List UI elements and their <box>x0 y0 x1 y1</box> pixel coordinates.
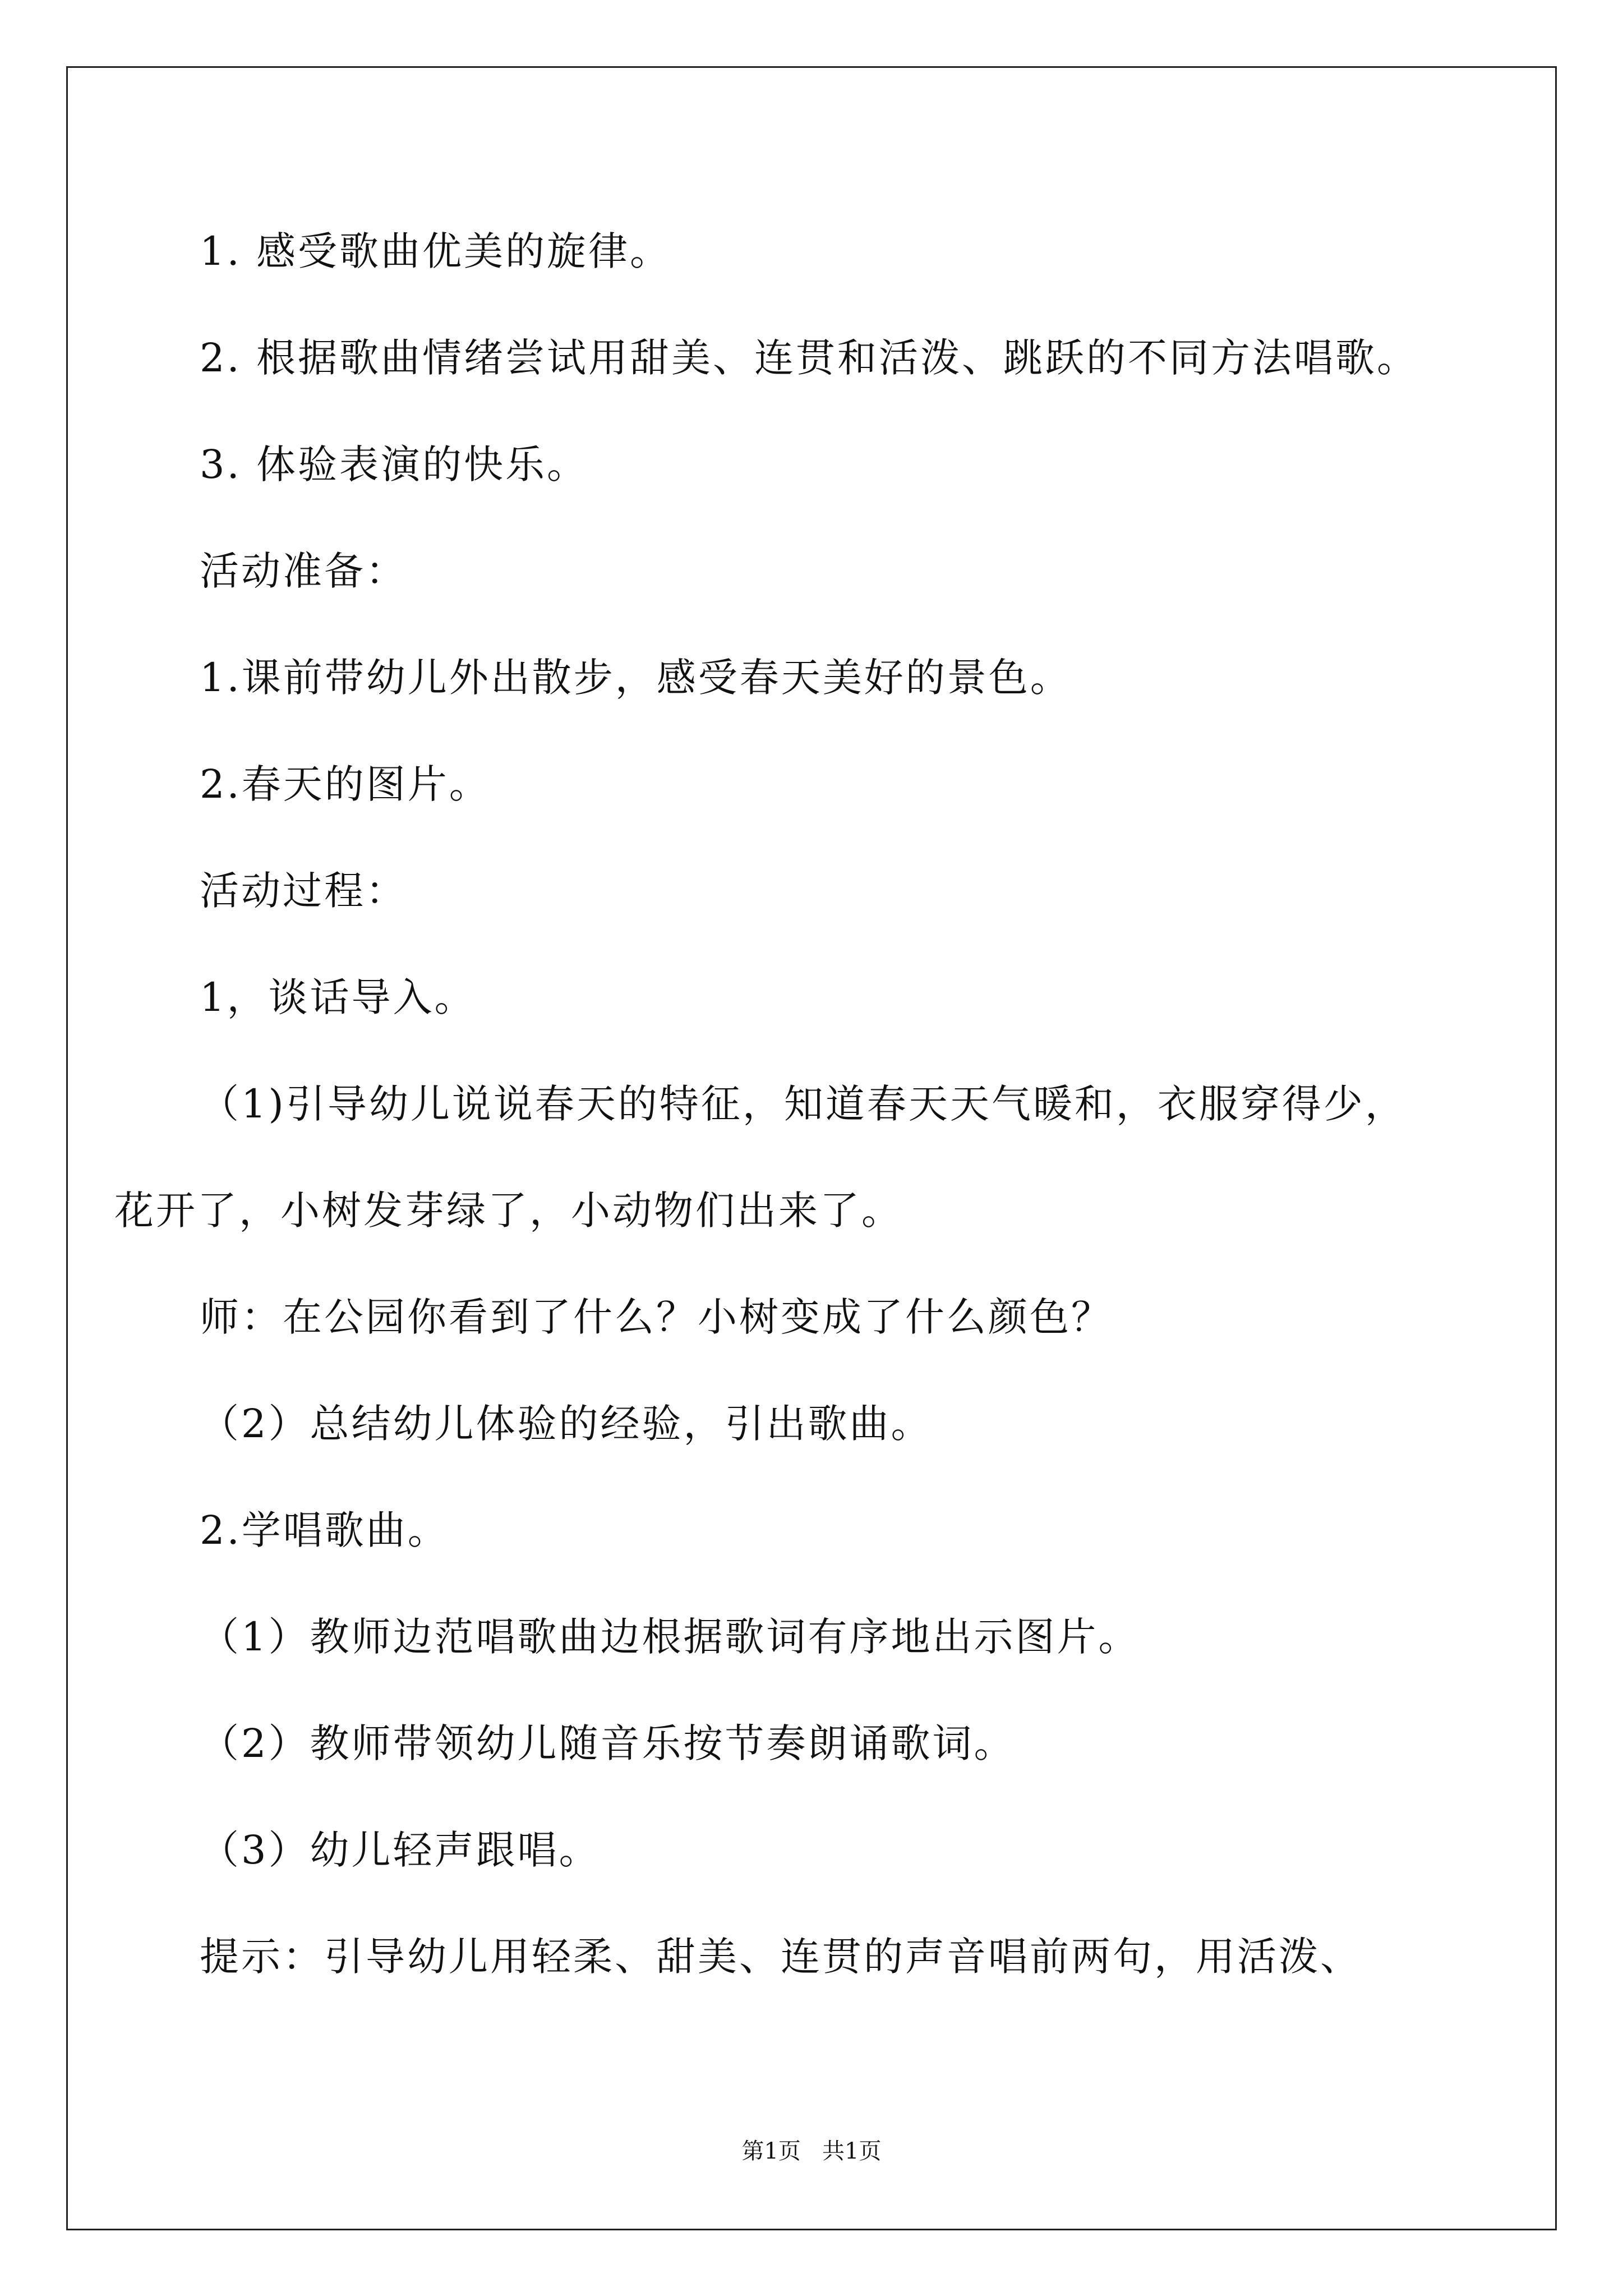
heading-process: 活动过程： <box>200 868 407 914</box>
paragraph-process-2-3: （3）幼儿轻声跟唱。 <box>200 1827 601 1873</box>
paragraph-process-1-1-continued: 花开了，小树发芽绿了，小动物们出来了。 <box>114 1188 903 1234</box>
paragraph-process-2-2: （2）教师带领幼儿随音乐按节奏朗诵歌词。 <box>200 1720 1016 1766</box>
paragraph-process-2-1: （1）教师边范唱歌曲边根据歌词有序地出示图片。 <box>200 1614 1140 1660</box>
paragraph-goal-2: 2. 根据歌曲情绪尝试用甜美、连贯和活泼、跳跃的不同方法唱歌。 <box>200 335 1419 381</box>
paragraph-goal-3: 3. 体验表演的快乐。 <box>200 441 589 487</box>
paragraph-goal-1: 1. 感受歌曲优美的旋律。 <box>200 228 672 274</box>
paragraph-process-1-2: （2）总结幼儿体验的经验，引出歌曲。 <box>200 1401 933 1447</box>
paragraph-process-2: 2.学唱歌曲。 <box>200 1507 449 1553</box>
page-border <box>66 66 1557 2230</box>
paragraph-teacher-question: 师：在公园你看到了什么？小树变成了什么颜色？ <box>200 1294 1113 1340</box>
paragraph-hint: 提示：引导幼儿用轻柔、甜美、连贯的声音唱前两句，用活泼、 <box>200 1934 1362 1980</box>
paragraph-preparation-2: 2.春天的图片。 <box>200 761 491 807</box>
heading-preparation: 活动准备： <box>200 548 407 594</box>
page-footer: 第1页 共1页 <box>741 2138 882 2164</box>
paragraph-preparation-1: 1.课前带幼儿外出散步，感受春天美好的景色。 <box>200 655 1072 701</box>
paragraph-process-1: 1，谈话导入。 <box>200 974 476 1020</box>
paragraph-process-1-1: （1)引导幼儿说说春天的特征，知道春天天气暖和，衣服穿得少， <box>200 1081 1407 1127</box>
